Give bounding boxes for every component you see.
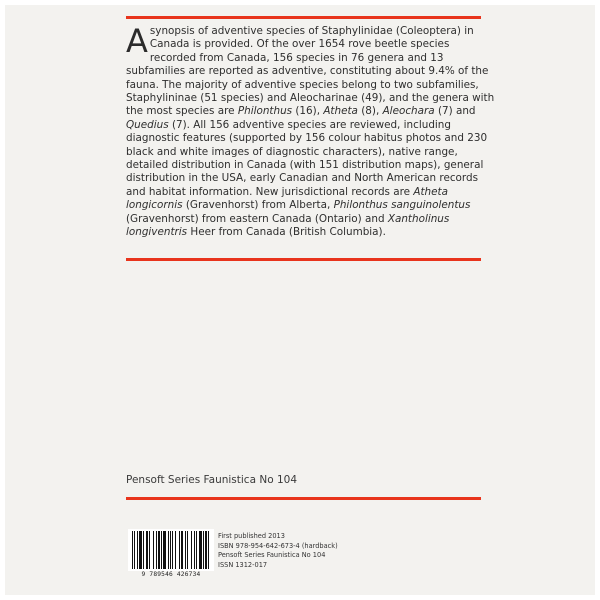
- barcode-bar: [187, 531, 188, 569]
- barcode-bar: [170, 531, 171, 569]
- barcode-bar: [191, 531, 192, 569]
- publication-info: [218, 532, 338, 570]
- isbn-line: ISBN 978-954-642-673-4 (hardback): [218, 541, 338, 550]
- abstract-text: [126, 22, 498, 240]
- taxon-name: Philonthus: [237, 105, 293, 118]
- barcode-bar: [156, 531, 157, 569]
- taxon-name: Philonthus sanguinolentus: [333, 199, 471, 212]
- barcode-bar: [132, 531, 133, 569]
- barcode-bar: [139, 531, 142, 569]
- abstract-paragraph: [126, 22, 498, 240]
- series-title: Pensoft Series Faunistica No 104: [126, 474, 298, 486]
- barcode-bar: [203, 531, 204, 569]
- abstract-segment: (7) and: [434, 105, 476, 118]
- abstract-segment: Heer from Canada (British Columbia).: [187, 226, 386, 239]
- abstract-segment: (7). All 156 adventive species are reviewed, including diagnostic features (supported by 156 colour habitus photos and 230 black and white images of diagnostic characters), native range, detailed distribution in Canada (with 151 distribution maps), general distribution in the USA, early Canadian and North American records and habitat information. New jurisdictional records are: [126, 118, 488, 198]
- isbn-barcode: [128, 529, 214, 583]
- barcode-bar: [163, 531, 166, 569]
- barcode-bar: [168, 531, 169, 569]
- barcode-bar: [205, 531, 207, 569]
- barcode-bar: [146, 531, 148, 569]
- issn-line: ISSN 1312-017: [218, 560, 268, 569]
- barcode-bar: [158, 531, 160, 569]
- abstract-segment: synopsis of adventive species of Staphylinidae (Coleoptera) in Canada is provided. Of the over 1654 rove beetle species recorded from Canada, 156 species in 76 genera and 13 subfamilies are reported as adventive, constituting about 9.4% of the fauna. The majority of adventive species belong to two subfamilies, Staphylininae (51 species) and Aleocharinae (49), and the genera with the most species are: [126, 25, 495, 118]
- barcode-bar: [194, 531, 195, 569]
- barcode-bar: [161, 531, 162, 569]
- barcode-bar: [199, 531, 202, 569]
- top-red-rule: [126, 16, 481, 19]
- barcode-bar: [185, 531, 186, 569]
- barcode-bar: [143, 531, 144, 569]
- barcode-bar: [137, 531, 138, 569]
- abstract-body: [126, 22, 495, 239]
- barcode-bar: [134, 531, 135, 569]
- drop-cap-letter: A: [126, 22, 148, 60]
- barcode-bar: [196, 531, 197, 569]
- barcode-bar: [208, 531, 209, 569]
- taxon-name: Quedius: [126, 118, 169, 131]
- first-published-line: First published 2013: [218, 532, 285, 540]
- barcode-bar: [179, 531, 180, 569]
- abstract-segment: (16),: [292, 105, 324, 118]
- barcode-digits: 9 789546 426734: [141, 571, 201, 578]
- taxon-name: Atheta longicornis: [126, 185, 448, 212]
- barcode-bar: [153, 531, 154, 569]
- barcode-bars: [128, 529, 214, 571]
- taxon-name: Xantholinus longiventris: [126, 212, 450, 239]
- series-line: Pensoft Series Faunistica No 104: [218, 551, 326, 560]
- barcode-bar: [149, 531, 150, 569]
- barcode-bar: [175, 531, 176, 569]
- book-back-cover: [5, 5, 595, 595]
- taxon-name: Atheta: [323, 105, 358, 118]
- barcode-bar: [181, 531, 183, 569]
- abstract-segment: (8),: [357, 105, 383, 118]
- middle-red-rule: [126, 258, 481, 261]
- barcode-bar: [172, 531, 173, 569]
- taxon-name: Aleochara: [382, 105, 435, 118]
- abstract-segment: (Gravenhorst) from eastern Canada (Ontario) and: [126, 212, 388, 225]
- bottom-red-rule: [126, 497, 481, 500]
- abstract-segment: (Gravenhorst) from Alberta,: [182, 199, 334, 212]
